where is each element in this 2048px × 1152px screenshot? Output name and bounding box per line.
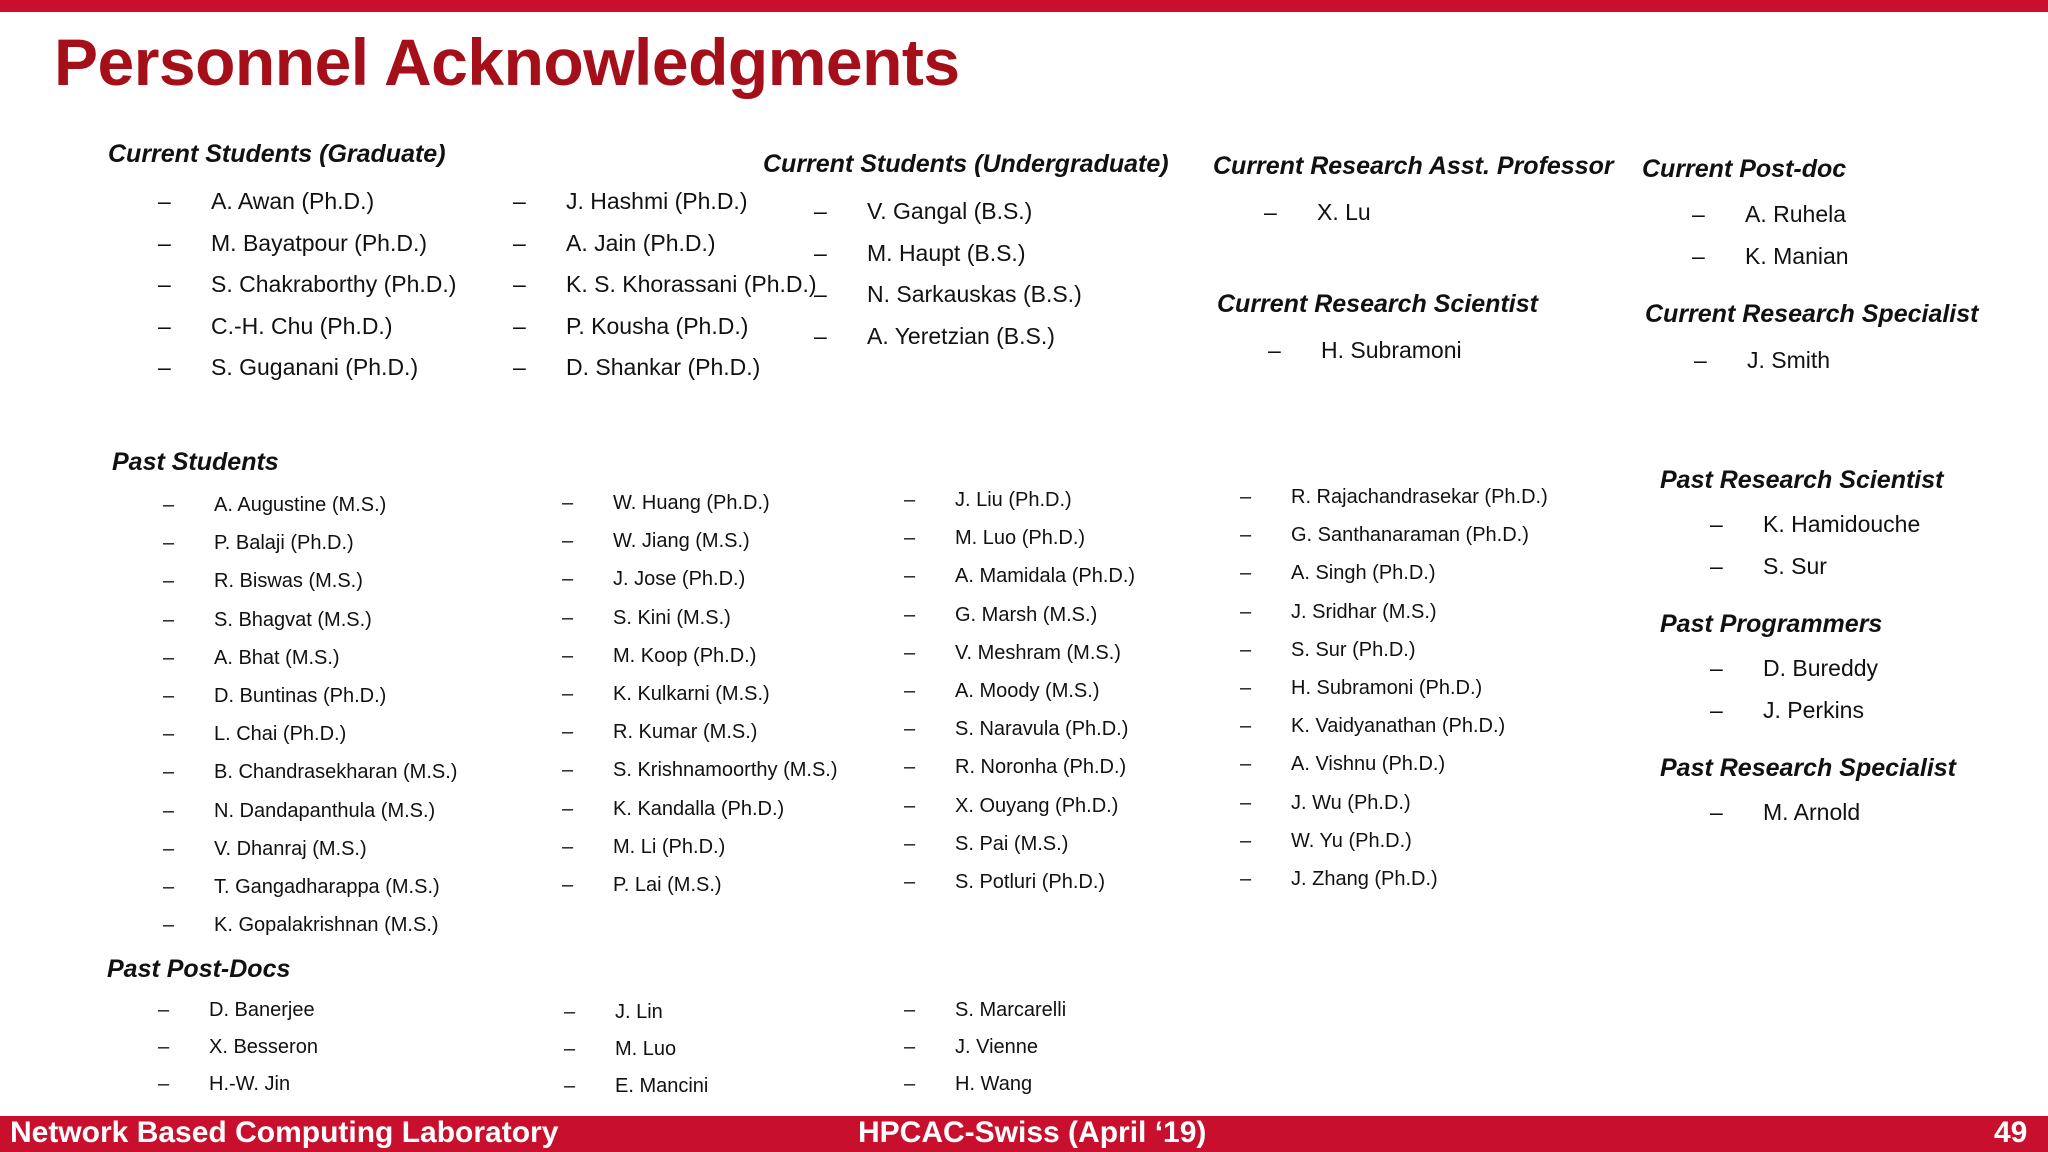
bullet-dash: – bbox=[562, 835, 574, 858]
footer-event-name: HPCAC-Swiss (April ‘19) bbox=[858, 1116, 1207, 1149]
bullet-dash: – bbox=[904, 679, 916, 702]
bullet-dash: – bbox=[904, 641, 916, 664]
past-research-scientist-heading: Past Research Scientist bbox=[1660, 466, 1944, 494]
bullet-dash: – bbox=[904, 870, 916, 893]
bullet-dash: – bbox=[513, 271, 526, 297]
bullet-dash: – bbox=[1710, 799, 1723, 825]
bullet-dash: – bbox=[513, 229, 526, 256]
bullet-dash: – bbox=[904, 527, 916, 550]
bullet-dash: – bbox=[513, 188, 526, 214]
bullet-dash: – bbox=[158, 188, 171, 214]
bullet-dash: – bbox=[904, 794, 916, 817]
bullet-dash: – bbox=[1240, 638, 1252, 661]
bullet-dash: – bbox=[562, 568, 574, 591]
page-title: Personnel Acknowledgments bbox=[54, 25, 960, 99]
bullet-dash: – bbox=[163, 532, 175, 555]
bullet-dash: – bbox=[163, 875, 175, 898]
bullet-dash: – bbox=[904, 1073, 916, 1095]
bullet-dash: – bbox=[1240, 524, 1252, 547]
bullet-dash: – bbox=[1240, 486, 1252, 508]
bullet-dash: – bbox=[158, 999, 170, 1021]
bullet-dash: – bbox=[1710, 696, 1723, 723]
bullet-dash: – bbox=[562, 530, 574, 553]
bullet-dash: – bbox=[814, 198, 827, 224]
bullet-dash: – bbox=[904, 756, 916, 779]
bullet-dash: – bbox=[562, 606, 574, 629]
bullet-dash: – bbox=[1710, 511, 1723, 537]
bullet-dash: – bbox=[513, 354, 526, 380]
bullet-dash: – bbox=[163, 608, 175, 631]
bullet-dash: – bbox=[163, 646, 175, 669]
bullet-dash: – bbox=[163, 799, 175, 822]
current-postdoc-heading: Current Post-doc bbox=[1642, 155, 1847, 183]
bullet-dash: – bbox=[1710, 552, 1723, 579]
current-undergraduate-heading: Current Students (Undergraduate) bbox=[763, 150, 1169, 178]
bullet-dash: – bbox=[158, 1036, 170, 1058]
top-accent-bar bbox=[0, 0, 2048, 12]
past-students-heading: Past Students bbox=[112, 448, 279, 476]
research-specialist-heading: Current Research Specialist bbox=[1645, 300, 1979, 328]
footer-bar bbox=[0, 1116, 2048, 1152]
bullet-dash: – bbox=[1240, 753, 1252, 776]
bullet-dash: – bbox=[158, 354, 171, 380]
current-graduate-heading: Current Students (Graduate) bbox=[108, 140, 446, 168]
bullet-dash: – bbox=[564, 1075, 576, 1097]
bullet-dash: – bbox=[1240, 829, 1252, 852]
past-research-specialist-heading: Past Research Specialist bbox=[1660, 754, 1956, 782]
past-programmers-heading: Past Programmers bbox=[1660, 610, 1883, 638]
bullet-dash: – bbox=[158, 1073, 170, 1095]
bullet-dash: – bbox=[158, 312, 171, 339]
bullet-dash: – bbox=[163, 837, 175, 860]
bullet-dash: – bbox=[904, 832, 916, 855]
bullet-dash: – bbox=[163, 494, 175, 516]
footer-lab-name: Network Based Computing Laboratory bbox=[10, 1116, 559, 1149]
bullet-dash: – bbox=[814, 322, 827, 349]
research-scientist-heading: Current Research Scientist bbox=[1217, 290, 1538, 318]
bullet-dash: – bbox=[1692, 242, 1705, 269]
bullet-dash: – bbox=[158, 271, 171, 297]
bullet-dash: – bbox=[814, 281, 827, 307]
bullet-dash: – bbox=[562, 492, 574, 514]
bullet-dash: – bbox=[562, 721, 574, 744]
bullet-dash: – bbox=[904, 603, 916, 626]
bullet-dash: – bbox=[814, 239, 827, 266]
bullet-dash: – bbox=[904, 718, 916, 741]
past-postdocs-heading: Past Post-Docs bbox=[107, 955, 291, 983]
bullet-dash: – bbox=[564, 1001, 576, 1023]
bullet-dash: – bbox=[904, 1036, 916, 1058]
bullet-dash: – bbox=[904, 489, 916, 511]
bullet-dash: – bbox=[1710, 655, 1723, 681]
bullet-dash: – bbox=[1240, 715, 1252, 738]
bullet-dash: – bbox=[158, 229, 171, 256]
bullet-dash: – bbox=[562, 797, 574, 820]
bullet-dash: – bbox=[562, 682, 574, 705]
bullet-dash: – bbox=[163, 723, 175, 746]
bullet-dash: – bbox=[562, 759, 574, 782]
bullet-dash: – bbox=[163, 914, 175, 937]
research-asst-professor-heading: Current Research Asst. Professor bbox=[1213, 152, 1614, 180]
bullet-dash: – bbox=[1694, 347, 1707, 373]
bullet-dash: – bbox=[562, 644, 574, 667]
bullet-dash: – bbox=[1240, 867, 1252, 890]
bullet-dash: – bbox=[1240, 791, 1252, 814]
bullet-dash: – bbox=[1692, 201, 1705, 227]
bullet-dash: – bbox=[904, 999, 916, 1021]
bullet-dash: – bbox=[1240, 676, 1252, 699]
bullet-dash: – bbox=[562, 873, 574, 896]
bullet-dash: – bbox=[1240, 562, 1252, 585]
bullet-dash: – bbox=[163, 761, 175, 784]
bullet-dash: – bbox=[1264, 199, 1277, 225]
bullet-dash: – bbox=[163, 570, 175, 593]
bullet-dash: – bbox=[1268, 337, 1281, 363]
bullet-dash: – bbox=[564, 1038, 576, 1060]
page-number: 49 bbox=[1994, 1116, 2028, 1149]
bullet-dash: – bbox=[163, 684, 175, 707]
bullet-dash: – bbox=[1240, 600, 1252, 623]
bullet-dash: – bbox=[513, 312, 526, 339]
bullet-dash: – bbox=[904, 565, 916, 588]
